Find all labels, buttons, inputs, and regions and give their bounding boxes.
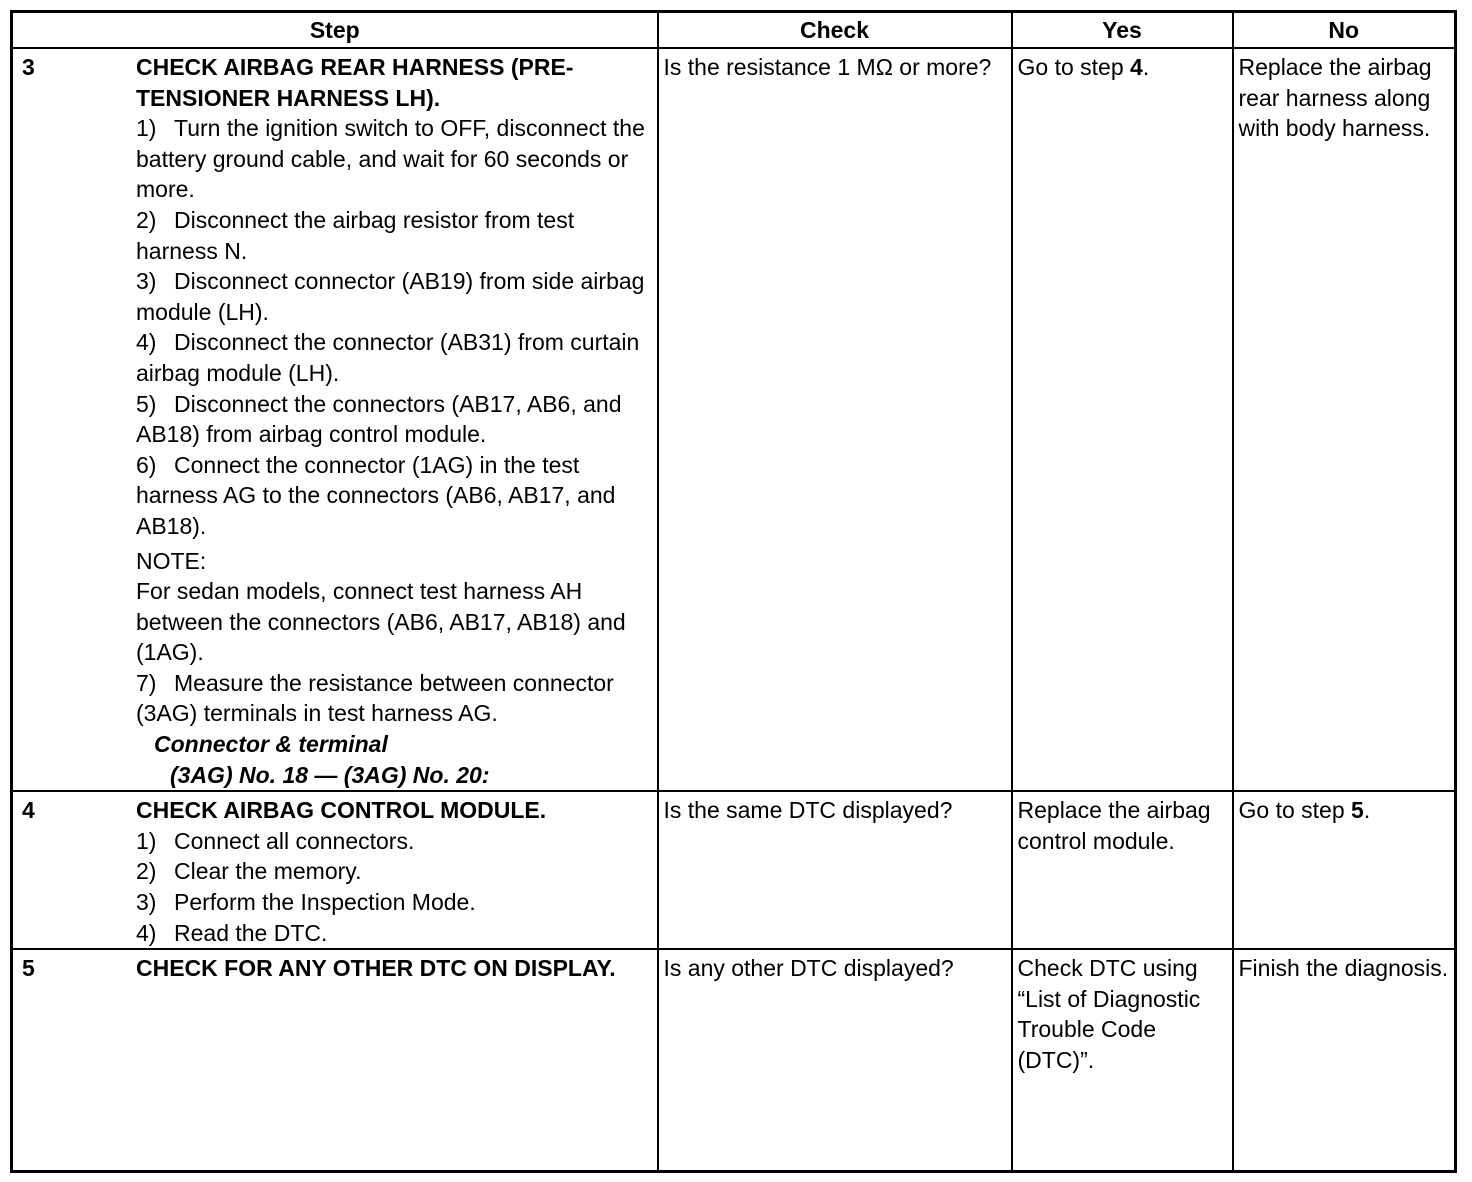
substep: [136, 887, 653, 918]
header-no: No: [1233, 12, 1456, 49]
header-check: Check: [658, 12, 1012, 49]
connector-label: Connector & terminal: [154, 731, 388, 758]
step-cell: [12, 48, 658, 791]
substep: [136, 327, 653, 388]
substep: [136, 856, 653, 887]
note-text: For sedan models, connect test harness AH between the connectors (AB6, AB17, AB18) and (1AG).: [136, 578, 626, 666]
substep-text: Connect all connectors.: [174, 827, 415, 854]
substep-text: Disconnect the airbag resistor from test harness N.: [136, 206, 575, 264]
substep-text: Measure the resistance between connector (3AG) terminals in test harness AG.: [136, 669, 614, 727]
table-row: [12, 949, 1456, 1171]
substep: [136, 205, 653, 266]
substep-text: Clear the memory.: [174, 858, 362, 885]
substep-text: Disconnect the connectors (AB17, AB6, and AB18) from airbag control module.: [136, 390, 622, 448]
connector-value: (3AG) No. 18 — (3AG) No. 20:: [170, 761, 490, 788]
substep-text: Disconnect connector (AB19) from side airbag module (LH).: [136, 268, 645, 325]
no-text-end: .: [1363, 797, 1371, 824]
step-cell: [12, 791, 658, 949]
check-cell: Is the same DTC displayed?: [658, 791, 1012, 949]
step-link-number: 4: [1130, 54, 1143, 80]
table-row: [12, 791, 1456, 949]
substep: [136, 668, 653, 729]
substep-number: 3): [136, 268, 157, 295]
substep-number: 4): [136, 329, 157, 356]
header-step: Step: [12, 12, 658, 49]
yes-cell: [1012, 48, 1233, 791]
note-label: NOTE:: [136, 547, 207, 574]
substep-text: Perform the Inspection Mode.: [174, 889, 476, 916]
substep-number: 2): [136, 206, 157, 233]
substep-number: 2): [136, 858, 157, 885]
step-number: 4: [22, 797, 35, 824]
step-body: [136, 953, 653, 984]
substep-text: Turn the ignition switch to OFF, disconnect the battery ground cable, and wait for 60 seconds or more.: [136, 115, 645, 203]
substep-number: 1): [136, 115, 157, 142]
table-row: [12, 48, 1456, 791]
substep: [136, 826, 653, 857]
substep-number: 5): [136, 390, 157, 417]
substep-number: 4): [136, 919, 157, 946]
substep: [136, 389, 653, 450]
table-header-row: [12, 12, 1456, 49]
yes-text-end: .: [1142, 54, 1150, 80]
substep-number: 1): [136, 827, 157, 854]
header-yes: Yes: [1012, 12, 1233, 49]
substep: [136, 450, 653, 542]
no-cell: Finish the diagnosis.: [1233, 949, 1456, 1171]
substep: [136, 113, 653, 205]
no-text: Go to step: [1238, 797, 1352, 824]
check-cell: Is any other DTC displayed?: [658, 949, 1012, 1171]
substep-text: Read the DTC.: [174, 919, 328, 946]
diagnostic-table: [10, 10, 1457, 1173]
yes-text: Go to step: [1017, 54, 1131, 80]
step-title: CHECK FOR ANY OTHER DTC ON DISPLAY.: [136, 955, 616, 982]
no-cell: Replace the airbag rear harness along with body harness.: [1233, 48, 1456, 791]
substep-number: 7): [136, 669, 157, 696]
step-title: CHECK AIRBAG CONTROL MODULE.: [136, 797, 547, 824]
substep-number: 6): [136, 451, 157, 478]
no-cell: [1233, 791, 1456, 949]
step-link-number: 5: [1351, 797, 1364, 824]
step-number: 3: [22, 54, 35, 80]
step-number: 5: [22, 955, 35, 982]
step-body: [136, 795, 653, 948]
yes-cell: Check DTC using “List of Diagnostic Trouble Code (DTC)”.: [1012, 949, 1233, 1171]
substep-number: 3): [136, 889, 157, 916]
substep: [136, 918, 653, 949]
step-body: [136, 52, 653, 790]
check-cell: Is the resistance 1 MΩ or more?: [658, 48, 1012, 791]
substep: [136, 266, 653, 327]
step-title: CHECK AIRBAG REAR HARNESS (PRE-TENSIONER HARNESS LH).: [136, 54, 574, 111]
substep-text: Connect the connector (1AG) in the test harness AG to the connectors (AB6, AB17, and AB18).: [136, 451, 616, 539]
step-cell: [12, 949, 658, 1171]
substep-text: Disconnect the connector (AB31) from curtain airbag module (LH).: [136, 329, 640, 386]
yes-cell: Replace the airbag control module.: [1012, 791, 1233, 949]
